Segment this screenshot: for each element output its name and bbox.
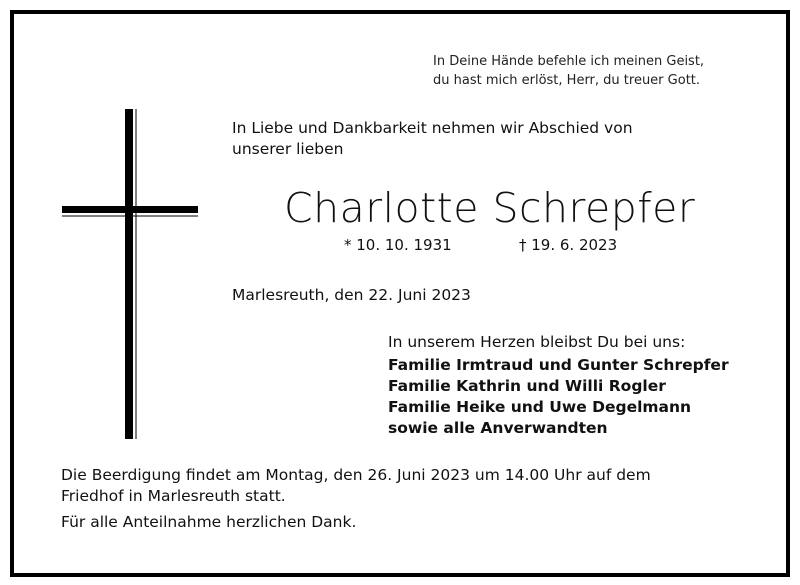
verse-line-1: In Deine Hände befehle ich meinen Geist, xyxy=(433,54,705,69)
funeral-notice xyxy=(61,465,651,507)
mourners-list xyxy=(388,355,729,439)
funeral-line-1: Die Beerdigung findet am Montag, den 26. Juni 2023 um 14.00 Uhr auf dem xyxy=(61,466,651,484)
funeral-line-2: Friedhof in Marlesreuth statt. xyxy=(61,487,286,505)
intro-line-1: In Liebe und Dankbarkeit nehmen wir Abschied von xyxy=(232,119,633,137)
mourner-family: Familie Irmtraud und Gunter Schrepfer xyxy=(388,356,729,374)
intro-line-2: unserer lieben xyxy=(232,140,344,158)
bible-verse xyxy=(433,52,704,90)
verse-line-2: du hast mich erlöst, Herr, du treuer Gott. xyxy=(433,73,701,88)
heart-line: In unserem Herzen bleibst Du bei uns: xyxy=(388,333,686,351)
place-date: Marlesreuth, den 22. Juni 2023 xyxy=(232,286,471,304)
birth-date: * 10. 10. 1931 xyxy=(344,236,452,254)
intro-text xyxy=(232,118,633,160)
mourner-family: Familie Kathrin und Willi Rogler xyxy=(388,377,666,395)
obituary-card xyxy=(10,10,790,577)
death-date: † 19. 6. 2023 xyxy=(519,236,618,254)
mourner-family: sowie alle Anverwandten xyxy=(388,419,608,437)
thanks-line: Für alle Anteilnahme herzlichen Dank. xyxy=(61,513,357,531)
cross-icon xyxy=(62,109,202,439)
deceased-name: Charlotte Schrepfer xyxy=(284,184,696,232)
mourner-family: Familie Heike und Uwe Degelmann xyxy=(388,398,692,416)
